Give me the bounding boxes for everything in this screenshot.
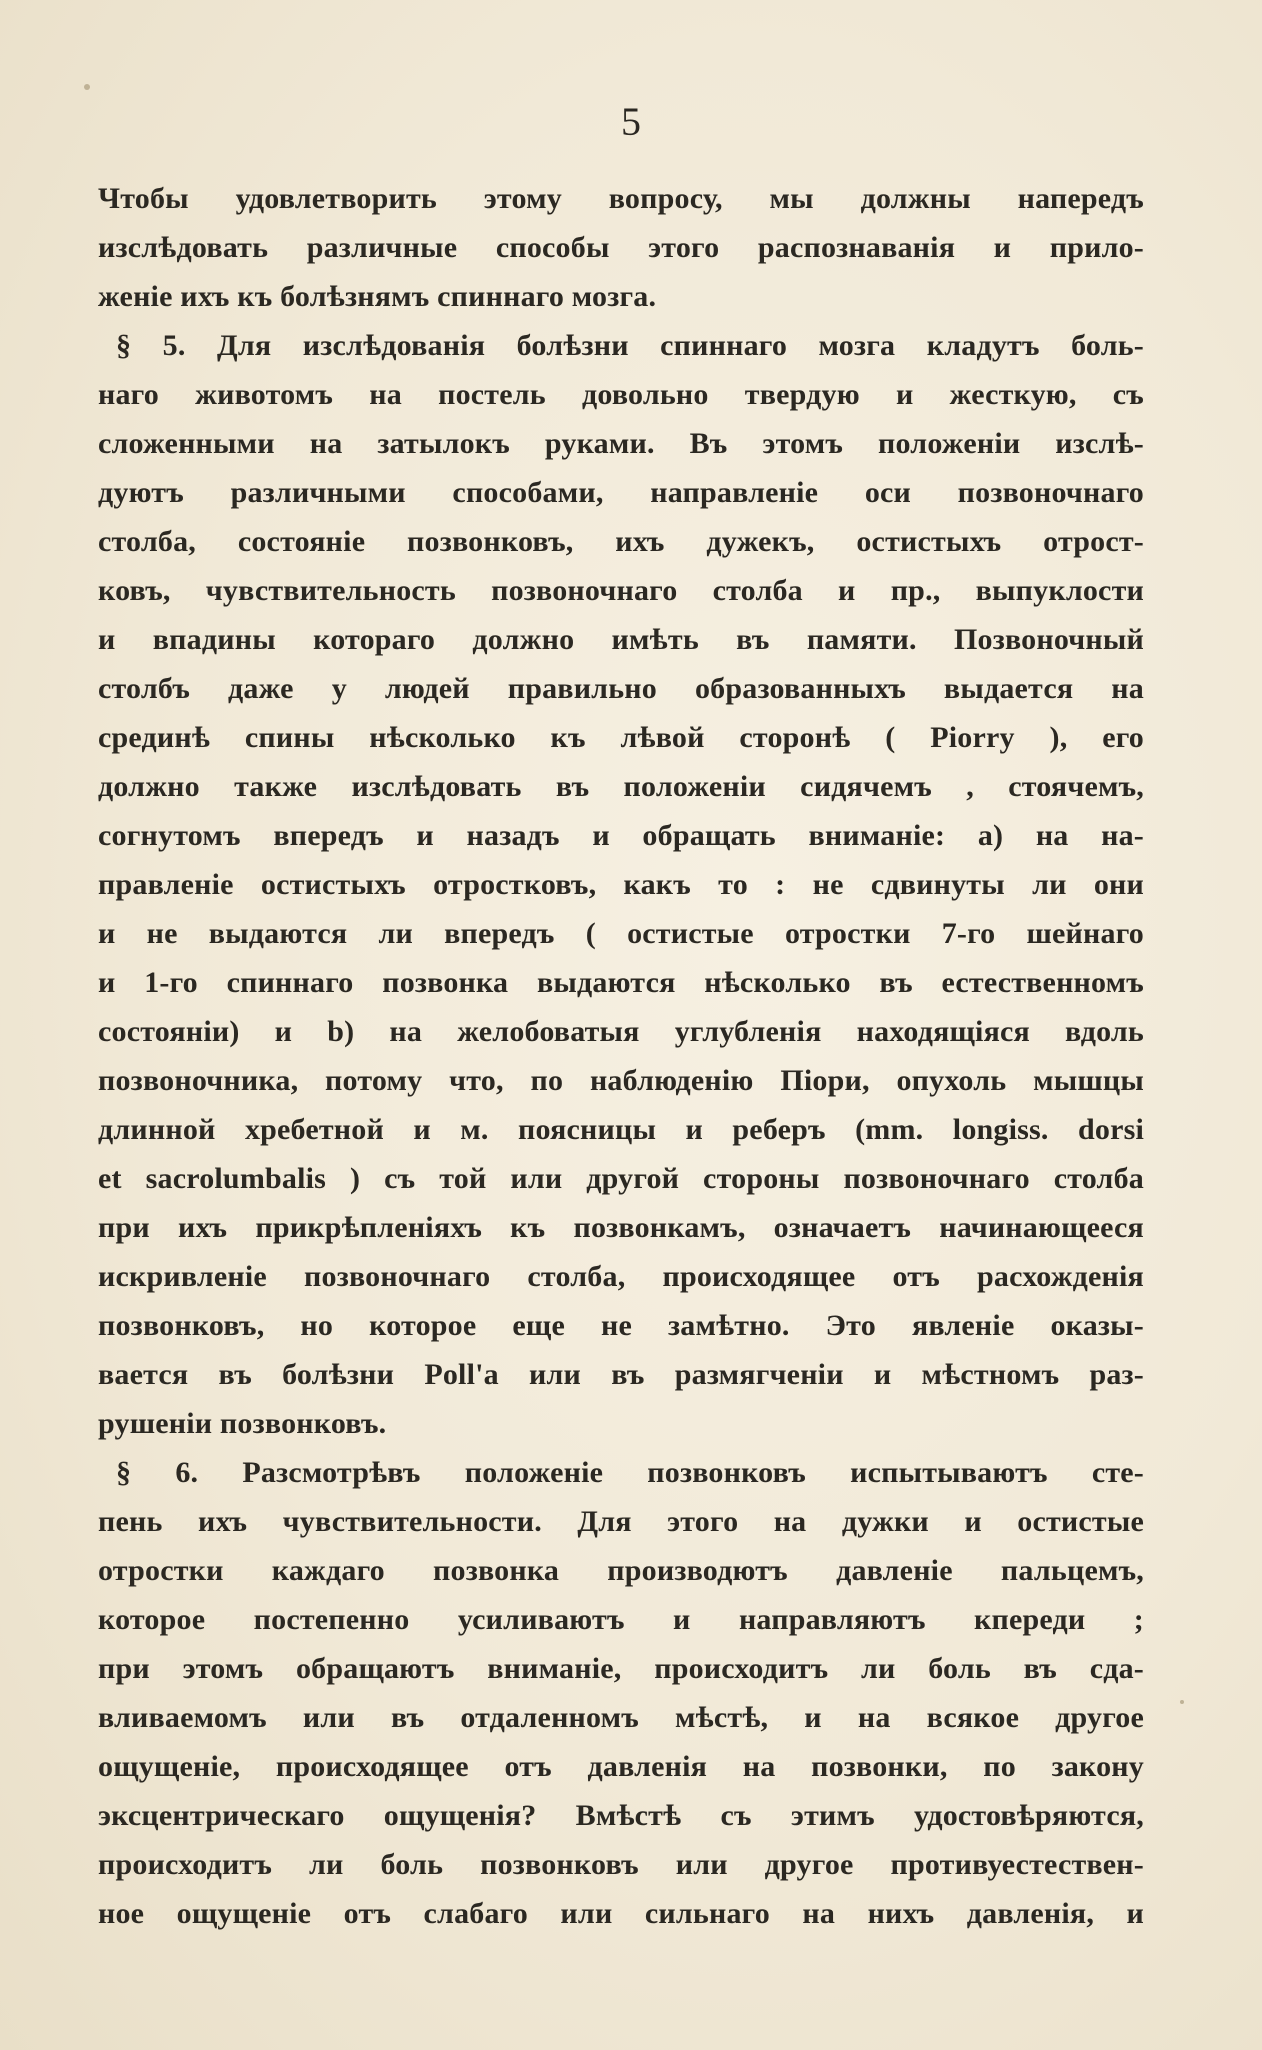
- text-line: отростки каждаго позвонка производютъ давленіе пальцемъ,: [98, 1554, 1144, 1587]
- text-line: состояніи) и b) на желобоватыя углубленія находящіяся вдоль: [98, 1015, 1144, 1048]
- page-number: 5: [621, 99, 641, 144]
- text-line: и впадины котораго должно имѣть въ памяти. Позвоночный: [98, 623, 1144, 656]
- text-line: правленіе остистыхъ отростковъ, какъ то : не сдвинуты ли они: [98, 868, 1144, 901]
- text-line: вливаемомъ или въ отдаленномъ мѣстѣ, и на всякое другое: [98, 1701, 1144, 1734]
- text-line: ощущеніе, происходящее отъ давленія на позвонки, по закону: [98, 1750, 1144, 1783]
- text-line: Чтобы удовлетворить этому вопросу, мы должны напередъ: [98, 182, 1144, 215]
- text-line: § 6. Разсмотрѣвъ положеніе позвонковъ испытываютъ сте-: [116, 1456, 1144, 1489]
- text-line: должно также изслѣдовать въ положеніи сидячемъ , стоячемъ,: [98, 770, 1144, 803]
- text-line: согнутомъ впередъ и назадъ и обращать вниманіе: a) на на-: [98, 819, 1144, 852]
- text-line: наго животомъ на постель довольно твердую и жесткую, съ: [98, 378, 1144, 411]
- text-line: длинной хребетной и м. поясницы и реберъ (mm. longiss. dorsi: [98, 1113, 1144, 1146]
- text-line: ное ощущеніе отъ слабаго или сильнаго на нихъ давленія, и: [98, 1897, 1144, 1930]
- paper-speck: [84, 84, 90, 90]
- text-line: женіе ихъ къ болѣзнямъ спиннаго мозга.: [98, 280, 657, 313]
- text-line: и 1-го спиннаго позвонка выдаются нѣсколько въ естественномъ: [98, 966, 1144, 999]
- text-line: пень ихъ чувствительности. Для этого на дужки и остистые: [98, 1505, 1144, 1538]
- text-line: столба, состояніе позвонковъ, ихъ дужекъ, остистыхъ отрост-: [98, 525, 1144, 558]
- text-line: эксцентрическаго ощущенія? Вмѣстѣ съ этимъ удостовѣряются,: [98, 1799, 1144, 1832]
- text-line: происходитъ ли боль позвонковъ или другое противуестествен-: [98, 1848, 1144, 1881]
- text-line: столбъ даже у людей правильно образованныхъ выдается на: [98, 672, 1144, 705]
- text-line: и не выдаются ли впередъ ( остистые отростки 7-го шейнаго: [98, 917, 1144, 950]
- text-line: изслѣдовать различные способы этого распознаванія и прило-: [98, 231, 1144, 264]
- paper-speck: [1180, 1700, 1184, 1704]
- text-line: искривленіе позвоночнаго столба, происходящее отъ расхожденія: [98, 1260, 1144, 1293]
- text-line: при ихъ прикрѣпленіяхъ къ позвонкамъ, означаетъ начинающееся: [98, 1211, 1144, 1244]
- text-line: при этомъ обращаютъ вниманіе, происходитъ ли боль въ сда-: [98, 1652, 1144, 1685]
- text-line: et sacrolumbalis ) съ той или другой стороны позвоночнаго столба: [98, 1162, 1144, 1195]
- text-line: позвонковъ, но которое еще не замѣтно. Это явленіе оказы-: [98, 1309, 1144, 1342]
- text-line: которое постепенно усиливаютъ и направляютъ кпереди ;: [98, 1603, 1144, 1636]
- text-line: срединѣ спины нѣсколько къ лѣвой сторонѣ ( Piorry ), его: [98, 721, 1144, 754]
- text-line: вается въ болѣзни Poll'а или въ размягченіи и мѣстномъ раз-: [98, 1358, 1144, 1391]
- body-text: [98, 174, 1144, 1938]
- text-line: позвоночника, потому что, по наблюденію Піори, опухоль мышцы: [98, 1064, 1144, 1097]
- text-line: § 5. Для изслѣдованія болѣзни спиннаго мозга кладутъ боль-: [116, 329, 1144, 362]
- text-line: дуютъ различными способами, направленіе оси позвоночнаго: [98, 476, 1144, 509]
- text-line: ковъ, чувствительность позвоночнаго столба и пр., выпуклости: [98, 574, 1144, 607]
- text-line: рушеніи позвонковъ.: [98, 1407, 387, 1440]
- text-line: сложенными на затылокъ руками. Въ этомъ положеніи изслѣ-: [98, 427, 1144, 460]
